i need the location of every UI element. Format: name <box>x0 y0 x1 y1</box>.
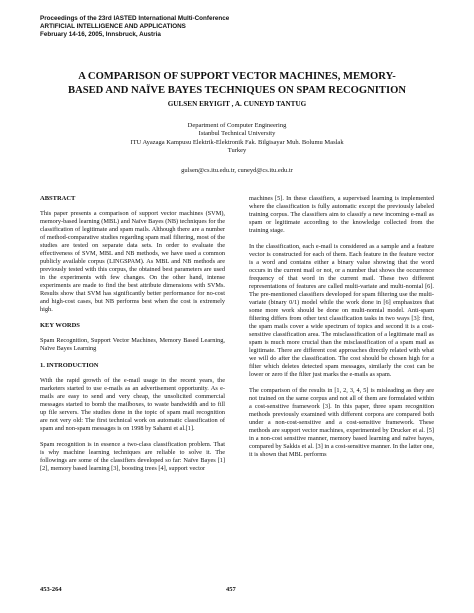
right-paragraph-2: In the classification, each e-mail is considered as a sample and a feature vector is constructed for each of them. Each feature in the feature vector is a word and contains either a binary value showing that the word occurs in the current mail or not, or a number that shows the occurrence frequency of that word in the current mail. These two different representations of features are called multi-variate and multi-nomial [6]. The pre-mentioned classifiers developed for spam filtering use the multi-variate (binary 0/1) model while the work done in [6] emphasizes that some more work should be done on multi-nomial model. Anti-spam filtering differs from other text classification tasks in two ways [3]: first, the spam mails cover a wide spectrum of topics and second it is a cost-sensitive classification area. The misclassification of a legitimate mail as spam is much more crucial than the misclassification of a spam mail as legitimate. There are different cost approaches directly related with what we will do after the classification. The cost should be chosen high for a filter which deletes detected spam messages, similarly the cost can be lower or zero if the filter just marks the e-mails as spam. <box>249 243 434 378</box>
paper-title <box>40 70 434 97</box>
page-number: 457 <box>226 586 236 593</box>
paper-title-line-2: BASED AND NAÏVE BAYES TECHNIQUES ON SPAM RECOGNITION <box>68 84 406 96</box>
abstract-text: This paper presents a comparison of support vector machines (SVM), memory-based learning (MBL) and Naïve Bayes (NB) techniques for the classification of legitimate and spam mails. Although there are a number of method-comparative studies regarding spam mail filtering, most of the studies are tested on separate data sets. In order to evaluate the effectiveness of SVM, MBL and NB methods, we have used a common publicly available corpus (LINGSPAM). As MBL and NB methods are previously tested with this corpus, the obtained best parameters are used in the experiments with few changes. On the other hand, intense experiments are made to find the best attribute dimensions with SVMs. Results show that SVM has significantly better performance for no-cost and high-cost cases, but NB performs best when the cost is extremely high. <box>40 210 225 313</box>
introduction-heading: 1. INTRODUCTION <box>40 362 99 369</box>
proceedings-line-1: Proceedings of the 23rd IASTED International Multi-Conference <box>40 15 230 22</box>
left-column <box>40 195 225 481</box>
proceedings-header <box>40 15 229 40</box>
paper-id: 453-264 <box>40 586 62 593</box>
paper-title-line-1: A COMPARISON OF SUPPORT VECTOR MACHINES, MEMORY- <box>78 71 396 82</box>
right-paragraph-3: The comparison of the results in [1, 2, 3, 4, 5] is misleading as they are not trained on the same corpus and not all of them are formulated within a cost-sensitive framework [3]. In this paper, three spam recognition methods previously examined with different corpora are compared both under a non-cost-sensitive and a cost-sensitive framework. These methods are support vector machines, experimented by Drucker et al. [5] in a non-cost sensitive manner, memory based learning and naïve bayes, compared by Sakkis et al. [3] in a cost-sensitive manner. In the latter one, it is shown that MBL performs <box>249 387 435 458</box>
affiliation <box>40 122 434 156</box>
introduction-paragraph-1: With the rapid growth of the e-mail usage in the recent years, the marketers started to use e-mails as an advertisement opportunity. As e-mails are easy to send and very cheap, the unsolicited commercial messages started to bomb the mailboxes, to waste bandwidth and to fill up file servers. The studies done in the topic of spam mail recognition are not very old: The first technical work on automatic classification of spam and non-spam messages is on 1998 by Sahami et al.[1]. <box>40 377 225 432</box>
keywords-text: Spam Recognition, Support Vector Machines, Memory Based Learning, Naïve Bayes Learning <box>40 337 225 352</box>
right-paragraph-1: machines [5]. In these classifiers, a supervised learning is implemented where the classification is fully automatic except the previously labeled training corpus. The classifiers aim to classify a new incoming e-mail as spam or legitimate according to the knowledge collected from the training stage. <box>249 195 434 234</box>
affiliation-department: Department of Computer Engineering <box>187 122 287 129</box>
abstract-heading: ABSTRACT <box>40 195 76 202</box>
authors: GULSEN ERYIGIT , A. CUNEYD TANTUG <box>167 100 307 108</box>
proceedings-line-3: February 14-16, 2005, Innsbruck, Austria <box>40 31 161 39</box>
author-emails: gulsen@cs.itu.edu.tr, cuneyd@cs.itu.edu.tr <box>181 167 293 174</box>
affiliation-address: ITU Ayazaga Kampusu Elektrik-Elektronik Fak. Bilgisayar Muh. Bolumu Maslak <box>130 138 344 146</box>
affiliation-university: Istanbul Technical University <box>198 130 276 138</box>
affiliation-country: Turkey <box>227 147 247 155</box>
proceedings-line-2: ARTIFICIAL INTELLIGENCE AND APPLICATIONS <box>40 23 186 31</box>
right-column <box>249 195 434 467</box>
introduction-paragraph-2: Spam recognition is in essence a two-class classification problem. That is why machine learning techniques are reliable to solve it. The followings are some of the classifiers developed so far: Naïve Bayes [1][2], memory based learning [3], boosting trees [4], support vector <box>40 441 225 472</box>
keywords-heading: KEY WORDS <box>40 322 80 329</box>
